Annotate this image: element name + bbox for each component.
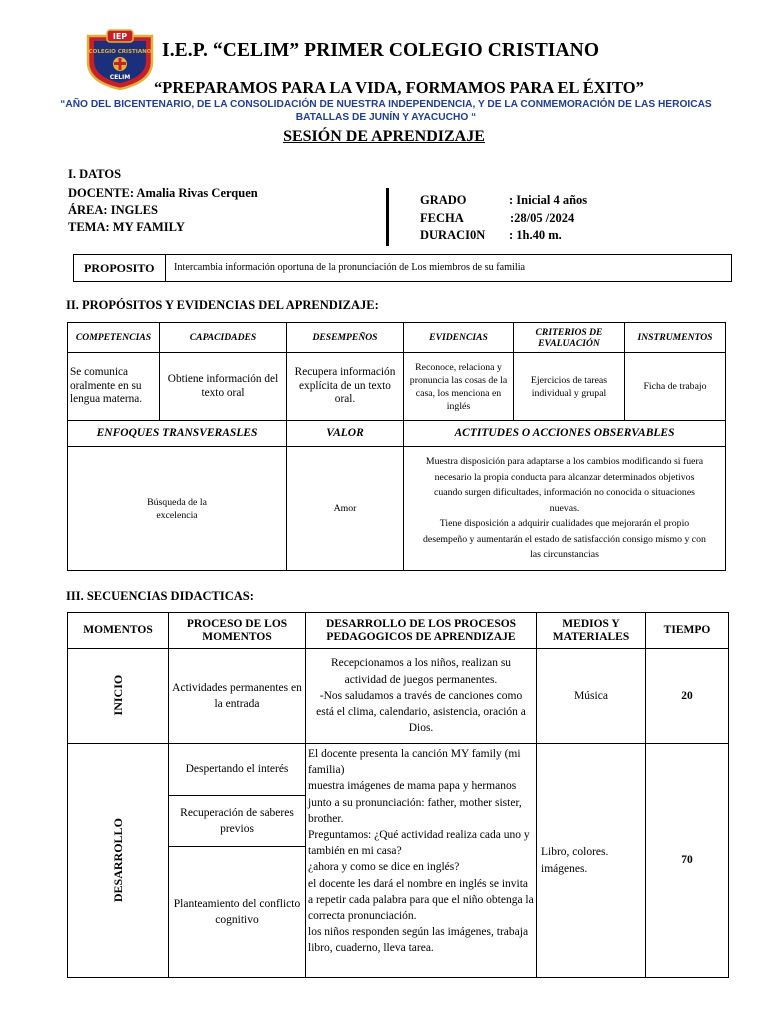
desarrollo-line-5: el docente les dará el nombre en inglés se invita a repetir cada palabra para que el niño obtenga la correcta pronunciación. (308, 877, 534, 923)
section2-heading: II. PROPÓSITOS Y EVIDENCIAS DEL APRENDIZAJE: (66, 298, 379, 312)
col-competencias: COMPETENCIAS (68, 323, 160, 353)
desarrollo-line-4: ¿ahora y como se dice en inglés? (308, 861, 460, 874)
proposito-text: Intercambia información oportuna de la pronunciación de Los miembros de su familia (174, 262, 526, 273)
desarrollo-inicio (306, 649, 537, 744)
proceso-planteamiento: Planteamiento del conflicto cognitivo (169, 847, 306, 978)
logo-text-top: COLEGIO CRISTIANO (88, 49, 152, 55)
momento-desarrollo (68, 744, 169, 978)
proceso-inicio: Actividades permanentes en la entrada (169, 649, 306, 744)
year-slogan-line-1: “AÑO DEL BICENTENARIO, DE LA CONSOLIDACIÓN DE NUESTRA INDEPENDENCIA, Y DE LA CONMEMORACIÓN DE LAS HEROICAS (60, 99, 712, 110)
desarrollo-line-3: Preguntamos: ¿Qué actividad realiza cada uno y también en mi casa? (308, 829, 530, 858)
school-title: I.E.P. “CELIM” PRIMER COLEGIO CRISTIANO (162, 40, 600, 61)
inicio-line-2: -Nos saludamos a través de canciones como está el clima, calendario, asistencia, oración a Dios. (316, 689, 526, 735)
inicio-label: INICIO (110, 675, 125, 716)
desarrollo-line-6: los niños responden según las imágenes, trabaja libro, cuaderno, lleva tarea. (308, 926, 529, 955)
col-instrumentos: INSTRUMENTOS (625, 323, 726, 353)
evidence-table (67, 322, 726, 571)
col-valor: VALOR (287, 421, 404, 447)
year-slogan (36, 99, 736, 124)
school-motto: “PREPARAMOS PARA LA VIDA, FORMAMOS PARA EL ÉXITO” (154, 78, 644, 97)
year-slogan-line-2: BATALLAS DE JUNÍN Y AYACUCHO “ (295, 111, 477, 123)
col-tiempo: TIEMPO (646, 613, 729, 649)
proposito-box (73, 254, 732, 282)
col-momentos: MOMENTOS (68, 613, 169, 649)
desarrollo-line-1: El docente presenta la canción MY family (mi familia) (308, 748, 521, 777)
cell-evidencia: Reconoce, relaciona y pronuncia las cosas de la casa, los menciona en inglés (404, 353, 514, 421)
tema-field: TEMA: MY FAMILY (68, 220, 185, 234)
tiempo-desarrollo: 70 (646, 744, 729, 978)
medios-desarrollo: Libro, colores. imágenes. (537, 744, 646, 978)
col-desempenos: DESEMPEÑOS (287, 323, 404, 353)
cell-instrumento: Ficha de trabajo (625, 353, 726, 421)
cell-capacidad: Obtiene información del texto oral (160, 353, 287, 421)
docente-field: DOCENTE: Amalia Rivas Cerquen (68, 186, 258, 200)
sequence-table (67, 612, 729, 978)
grado-value: : Inicial 4 años (509, 193, 588, 207)
school-logo (82, 28, 158, 90)
session-title: SESIÓN DE APRENDIZAJE (283, 128, 485, 145)
cell-competencia: Se comunica oralmente en su lengua materna. (68, 353, 160, 421)
logo-initials: IEP (112, 32, 128, 41)
desarrollo-line-2: muestra imágenes de mama papa y hermanos junto a su pronunciación: father, mother sister, brother. (308, 780, 522, 825)
area-field: ÁREA: INGLES (68, 203, 158, 217)
section3-heading: III. SECUENCIAS DIDACTICAS: (66, 589, 254, 603)
fecha-value: :28/05 /2024 (510, 211, 575, 225)
proposito-label: PROPOSITO (74, 255, 166, 281)
col-desarrollo: DESARROLLO DE LOS PROCESOS PEDAGOGICOS DE APRENDIZAJE (306, 613, 537, 649)
logo-text-bottom: CELIM (109, 74, 131, 81)
duracion-label: DURACI0N (420, 228, 486, 242)
cell-criterio: Ejercicios de tareas individual y grupal (514, 353, 625, 421)
col-enfoques: ENFOQUES TRANSVERASLES (68, 421, 287, 447)
medios-inicio: Música (537, 649, 646, 744)
datos-heading: I. DATOS (68, 167, 122, 181)
inicio-line-1: Recepcionamos a los niños, realizan su actividad de juegos permanentes. (330, 657, 512, 686)
cell-actitudes (404, 447, 726, 571)
momento-inicio (68, 649, 169, 744)
cell-valor: Amor (287, 447, 404, 571)
datos-divider (386, 188, 389, 246)
desarrollo-label: DESARROLLO (110, 817, 125, 903)
fecha-label: FECHA (420, 211, 464, 225)
duracion-value: : 1h.40 m. (509, 228, 562, 242)
cell-enfoque: Búsqueda de la excelencia (68, 447, 287, 571)
col-actitudes: ACTITUDES O ACCIONES OBSERVABLES (404, 421, 726, 447)
col-capacidades: CAPACIDADES (160, 323, 287, 353)
col-evidencias: EVIDENCIAS (404, 323, 514, 353)
proceso-despertando: Despertando el interés (169, 744, 306, 796)
col-proceso: PROCESO DE LOS MOMENTOS (169, 613, 306, 649)
actitud-1: Muestra disposición para adaptarse a los cambios modificando si fuera necesario la propia conducta para alcanzar determinados objetivos cuando surgen dificultades, información no conocida o situaciones nuevas. (425, 455, 704, 514)
col-criterios: CRITERIOS DE EVALUACIÓN (514, 323, 625, 353)
col-medios: MEDIOS Y MATERIALES (537, 613, 646, 649)
proceso-recuperacion: Recuperación de saberes previos (169, 796, 306, 847)
grado-label: GRADO (420, 193, 467, 207)
cell-desempeno: Recupera información explícita de un texto oral. (287, 353, 404, 421)
actitud-2: Tiene disposición a adquirir cualidades que mejorarán el propio desempeño y aumentarán el estado de satisfacción consigo mismo y con las circunstancias (423, 518, 706, 561)
tiempo-inicio: 20 (646, 649, 729, 744)
desarrollo-content (306, 744, 537, 978)
